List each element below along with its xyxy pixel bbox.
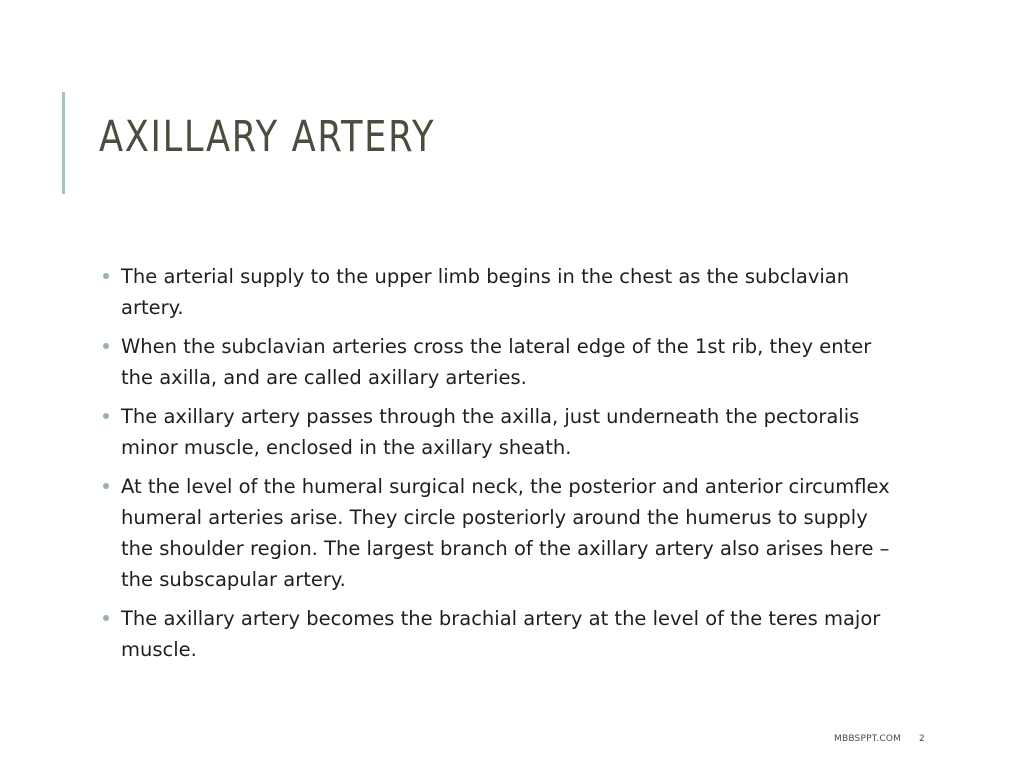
- bullet-item: [101, 331, 901, 393]
- bullet-dot-icon: [103, 413, 109, 419]
- bullet-dot-icon: [103, 615, 109, 621]
- page-number: 2: [919, 734, 925, 744]
- bullet-text: At the level of the humeral surgical neck, the posterior and anterior circumflex humeral arteries arise. They circle posteriorly around the humerus to supply the shoulder region. The largest branch of the axillary artery also arises here – the subscapular artery.: [121, 475, 890, 591]
- bullet-dot-icon: [103, 273, 109, 279]
- slide-title: AXILLARY ARTERY: [99, 112, 436, 162]
- bullet-list: [101, 261, 901, 673]
- bullet-text: The axillary artery becomes the brachial artery at the level of the teres major muscle.: [121, 607, 881, 661]
- title-accent-bar: [62, 92, 65, 194]
- bullet-text: When the subclavian arteries cross the lateral edge of the 1st rib, they enter the axilla, and are called axillary arteries.: [121, 335, 872, 389]
- bullet-text: The axillary artery passes through the axilla, just underneath the pectoralis minor muscle, enclosed in the axillary sheath.: [121, 405, 860, 459]
- bullet-item: [101, 401, 901, 463]
- bullet-dot-icon: [103, 343, 109, 349]
- bullet-text: The arterial supply to the upper limb begins in the chest as the subclavian artery.: [121, 265, 850, 319]
- bullet-item: [101, 261, 901, 323]
- bullet-item: [101, 603, 901, 665]
- bullet-item: [101, 471, 901, 595]
- footer-site-label: MBBSPPT.COM: [834, 734, 902, 744]
- bullet-dot-icon: [103, 483, 109, 489]
